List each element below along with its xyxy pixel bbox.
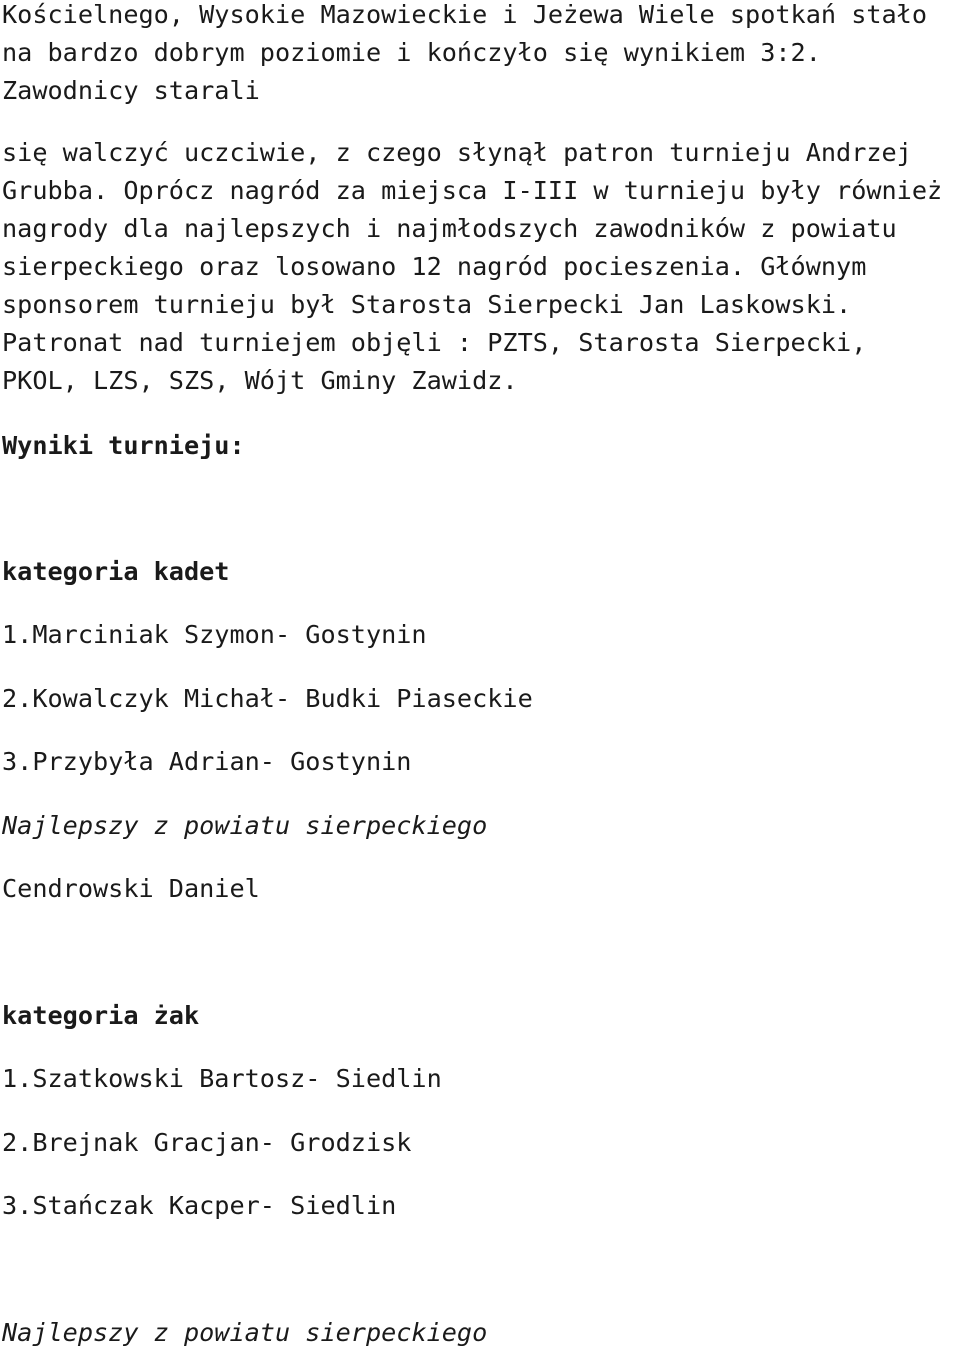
- kadet-best-name: Cendrowski Daniel: [2, 874, 260, 903]
- zak-best-label: Najlepszy z powiatu sierpeckiego: [2, 1318, 488, 1347]
- intro-line: na bardzo dobrym poziomie i kończyło się wynikiem 3:2.: [2, 38, 821, 67]
- kadet-place-3: 3.Przybyła Adrian- Gostynin: [2, 747, 412, 776]
- intro-paragraph: [2, 0, 927, 110]
- intro-line: Zawodnicy starali: [2, 76, 260, 105]
- kadet-place-2: 2.Kowalczyk Michał- Budki Piaseckie: [2, 684, 533, 713]
- body-line: sierpeckiego oraz losowano 12 nagród pocieszenia. Głównym: [2, 252, 867, 281]
- kadet-heading: kategoria kadet: [2, 557, 230, 586]
- body-line: Patronat nad turniejem objęli : PZTS, Starosta Sierpecki,: [2, 328, 867, 357]
- body-line: PKOL, LZS, SZS, Wójt Gminy Zawidz.: [2, 366, 518, 395]
- kadet-best-label: Najlepszy z powiatu sierpeckiego: [2, 811, 488, 840]
- intro-line: Kościelnego, Wysokie Mazowieckie i Jeżewa Wiele spotkań stało: [2, 0, 928, 29]
- body-line: sponsorem turnieju był Starosta Sierpecki Jan Laskowski.: [2, 290, 852, 319]
- body-line: się walczyć uczciwie, z czego słynął patron turnieju Andrzej: [2, 138, 912, 167]
- zak-heading: kategoria żak: [2, 1001, 200, 1030]
- zak-place-1: 1.Szatkowski Bartosz- Siedlin: [2, 1064, 442, 1093]
- body-paragraph: [2, 134, 942, 400]
- results-heading: Wyniki turnieju:: [2, 431, 245, 460]
- body-line: nagrody dla najlepszych i najmłodszych zawodników z powiatu: [2, 214, 897, 243]
- kadet-place-1: 1.Marciniak Szymon- Gostynin: [2, 620, 427, 649]
- zak-place-3: 3.Stańczak Kacper- Siedlin: [2, 1191, 397, 1220]
- zak-place-2: 2.Brejnak Gracjan- Grodzisk: [2, 1128, 412, 1157]
- body-line: Grubba. Oprócz nagród za miejsca I-III w turnieju były również: [2, 176, 943, 205]
